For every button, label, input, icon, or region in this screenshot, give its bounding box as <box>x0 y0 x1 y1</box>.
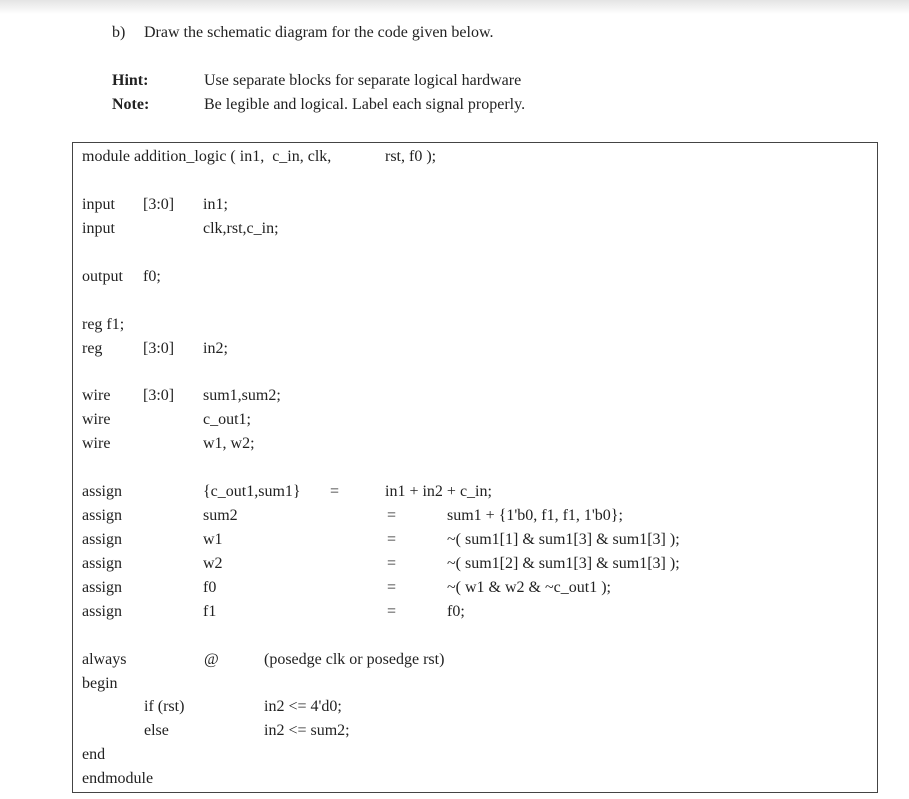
assign-rhs: ~( w1 & w2 & ~c_out1 ); <box>447 579 611 596</box>
assign-keyword: assign <box>82 555 122 572</box>
assign-keyword: assign <box>82 507 122 524</box>
assign-keyword: assign <box>82 603 122 620</box>
decl-names: sum1,sum2; <box>203 387 281 404</box>
assign-lhs: {c_out1,sum1} <box>203 483 301 500</box>
module-declaration-tail: rst, f0 ); <box>385 148 437 165</box>
decl-keyword: input <box>82 196 115 213</box>
assign-lhs: w2 <box>203 555 223 572</box>
decl-names: in2; <box>203 340 228 357</box>
assign-equals: = <box>387 579 397 596</box>
note-label: Note: <box>112 96 150 113</box>
decl-keyword: output <box>82 268 123 285</box>
decl-names: w1, w2; <box>203 435 255 452</box>
decl-width: [3:0] <box>143 387 175 404</box>
decl-width: [3:0] <box>143 196 175 213</box>
decl-keyword: wire <box>82 411 111 428</box>
always-keyword: always <box>82 651 127 668</box>
always-at: @ <box>204 651 219 668</box>
module-declaration: module addition_logic ( in1, c_in, clk, <box>82 148 332 165</box>
hint-text: Use separate blocks for separate logical hardware <box>204 72 522 89</box>
always-sensitivity: (posedge clk or posedge rst) <box>264 651 445 668</box>
assign-rhs: ~( sum1[1] & sum1[3] & sum1[3] ); <box>447 531 680 548</box>
assign-rhs: in1 + in2 + c_in; <box>385 483 492 500</box>
else-keyword: else <box>144 722 169 739</box>
endmodule-keyword: endmodule <box>82 770 154 787</box>
decl-keyword: reg f1; <box>82 316 125 333</box>
decl-names: clk,rst,c_in; <box>203 220 279 237</box>
decl-keyword: wire <box>82 435 111 452</box>
assign-rhs: sum1 + {1'b0, f1, f1, 1'b0}; <box>447 507 623 524</box>
hint-label: Hint: <box>112 72 149 89</box>
if-keyword: if (rst) <box>144 698 185 715</box>
top-edge-shadow <box>0 0 909 14</box>
assign-lhs: f1 <box>203 603 217 620</box>
assign-keyword: assign <box>82 579 122 596</box>
assign-rhs: ~( sum1[2] & sum1[3] & sum1[3] ); <box>447 555 680 572</box>
assign-rhs: f0; <box>447 603 465 620</box>
assign-keyword: assign <box>82 483 122 500</box>
assign-equals: = <box>387 531 397 548</box>
if-statement: in2 <= 4'd0; <box>264 698 342 715</box>
begin-keyword: begin <box>82 675 118 692</box>
assign-lhs: f0 <box>203 579 217 596</box>
decl-names: c_out1; <box>203 411 251 428</box>
decl-width: [3:0] <box>143 340 175 357</box>
assign-equals: = <box>387 507 397 524</box>
assign-lhs: sum2 <box>203 507 238 524</box>
assign-equals: = <box>387 603 397 620</box>
decl-keyword: input <box>82 220 115 237</box>
assign-equals: = <box>387 555 397 572</box>
assign-lhs: w1 <box>203 531 223 548</box>
assign-keyword: assign <box>82 531 122 548</box>
question-text: Draw the schematic diagram for the code given below. <box>144 24 494 41</box>
code-box <box>72 142 878 793</box>
note-text: Be legible and logical. Label each signal properly. <box>204 96 526 113</box>
end-keyword: end <box>82 746 106 763</box>
else-statement: in2 <= sum2; <box>264 722 350 739</box>
question-label: b) <box>112 24 126 41</box>
assign-equals: = <box>330 483 340 500</box>
decl-keyword: wire <box>82 387 111 404</box>
decl-names: in1; <box>203 196 228 213</box>
decl-names: f0; <box>143 268 161 285</box>
decl-keyword: reg <box>82 340 103 357</box>
